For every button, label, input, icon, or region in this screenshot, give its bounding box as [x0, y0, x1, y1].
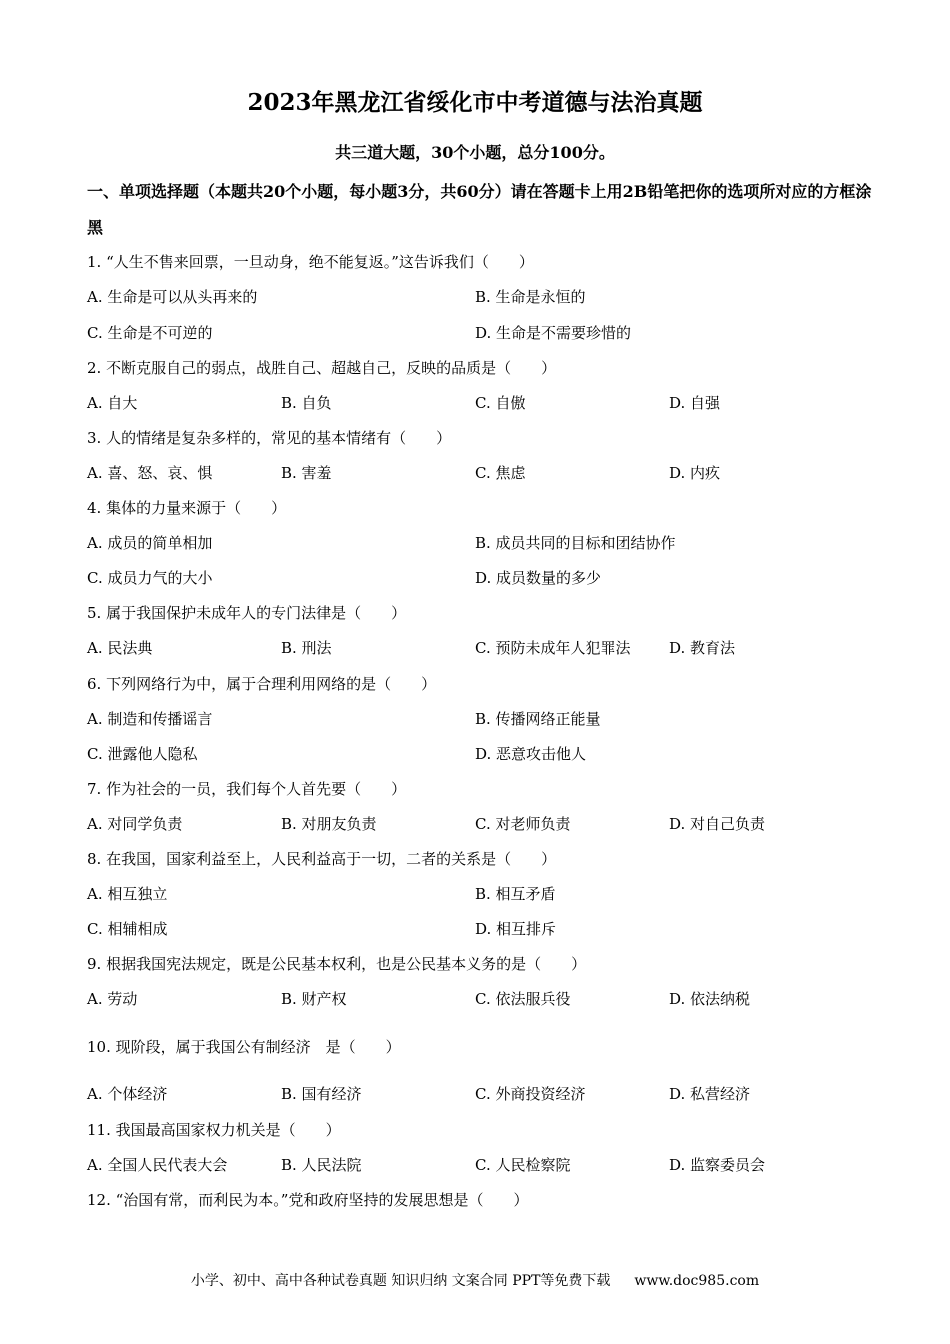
- option-d: D. 自强: [669, 394, 721, 412]
- option-d: D. 相互排斥: [475, 920, 557, 938]
- option-b: B. 刑法: [281, 639, 332, 657]
- option-b: B. 财产权: [281, 990, 347, 1008]
- question-stem: 6. 下列网络行为中，属于合理利用网络的是（ ）: [87, 675, 437, 693]
- option-a: A. 个体经济: [87, 1085, 168, 1103]
- option-b: B. 成员共同的目标和团结协作: [475, 534, 676, 552]
- option-a: A. 成员的简单相加: [87, 534, 213, 552]
- option-a: A. 自大: [87, 394, 138, 412]
- option-b: B. 生命是永恒的: [475, 288, 586, 306]
- option-b: B. 对朋友负责: [281, 815, 377, 833]
- section-heading: 一、单项选择题（本题共20个小题，每小题3分，共60分）请在答题卡上用2B铅笔把你的选项所对应的方框涂黑: [87, 182, 872, 237]
- option-b: B. 害羞: [281, 464, 332, 482]
- option-b: B. 自负: [281, 394, 332, 412]
- question-stem: 10. 现阶段，属于我国公有制经济 是（ ）: [87, 1038, 401, 1056]
- option-b: B. 国有经济: [281, 1085, 362, 1103]
- option-a: A. 民法典: [87, 639, 153, 657]
- option-a: A. 生命是可以从头再来的: [87, 288, 258, 306]
- option-c: C. 外商投资经济: [475, 1085, 586, 1103]
- question-stem: 7. 作为社会的一员，我们每个人首先要（ ）: [87, 780, 407, 798]
- option-b: B. 传播网络正能量: [475, 710, 601, 728]
- option-d: D. 私营经济: [669, 1085, 751, 1103]
- option-c: C. 焦虑: [475, 464, 526, 482]
- question-stem: 2. 不断克服自己的弱点，战胜自己、超越自己，反映的品质是（ ）: [87, 359, 557, 377]
- question-stem: 1. “人生不售来回票，一旦动身，绝不能复返。”这告诉我们（ ）: [87, 253, 534, 271]
- option-d: D. 教育法: [669, 639, 736, 657]
- option-c: C. 自傲: [475, 394, 526, 412]
- question-stem: 12. “治国有常，而利民为本。”党和政府坚持的发展思想是（ ）: [87, 1191, 529, 1209]
- option-c: C. 泄露他人隐私: [87, 745, 198, 763]
- question-stem: 11. 我国最高国家权力机关是（ ）: [87, 1121, 341, 1139]
- option-c: C. 人民检察院: [475, 1156, 571, 1174]
- option-a: A. 制造和传播谣言: [87, 710, 213, 728]
- page-footer: [0, 1270, 950, 1290]
- question-stem: 3. 人的情绪是复杂多样的，常见的基本情绪有（ ）: [87, 429, 452, 447]
- option-c: C. 依法服兵役: [475, 990, 571, 1008]
- option-a: A. 对同学负责: [87, 815, 183, 833]
- option-d: D. 恶意攻击他人: [475, 745, 587, 763]
- footer-text: 小学、初中、高中各种试卷真题 知识归纳 文案合同 PPT等免费下载: [190, 1273, 611, 1289]
- option-c: C. 生命是不可逆的: [87, 324, 213, 342]
- question-stem: 5. 属于我国保护未成年人的专门法律是（ ）: [87, 604, 407, 622]
- option-a: A. 喜、怒、哀、惧: [87, 464, 213, 482]
- option-c: C. 预防未成年人犯罪法: [475, 639, 631, 657]
- option-b: B. 人民法院: [281, 1156, 362, 1174]
- page-title: 2023年黑龙江省绥化市中考道德与法治真题: [247, 89, 703, 116]
- option-d: D. 依法纳税: [669, 990, 751, 1008]
- option-c: C. 对老师负责: [475, 815, 571, 833]
- option-d: D. 生命是不需要珍惜的: [475, 324, 632, 342]
- footer-site-link[interactable]: www.doc985.com: [634, 1273, 760, 1289]
- option-d: D. 成员数量的多少: [475, 569, 602, 587]
- option-d: D. 内疚: [669, 464, 721, 482]
- question-stem: 8. 在我国，国家利益至上，人民利益高于一切，二者的关系是（ ）: [87, 850, 557, 868]
- option-d: D. 对自己负责: [669, 815, 766, 833]
- option-d: D. 监察委员会: [669, 1156, 766, 1174]
- option-c: C. 成员力气的大小: [87, 569, 213, 587]
- option-a: A. 相互独立: [87, 885, 168, 903]
- exam-summary: 共三道大题，30个小题，总分100分。: [335, 143, 615, 162]
- option-b: B. 相互矛盾: [475, 885, 556, 903]
- question-stem: 4. 集体的力量来源于（ ）: [87, 499, 287, 517]
- option-a: A. 劳动: [87, 990, 138, 1008]
- option-c: C. 相辅相成: [87, 920, 168, 938]
- question-stem: 9. 根据我国宪法规定，既是公民基本权利，也是公民基本义务的是（ ）: [87, 955, 587, 973]
- option-a: A. 全国人民代表大会: [87, 1156, 228, 1174]
